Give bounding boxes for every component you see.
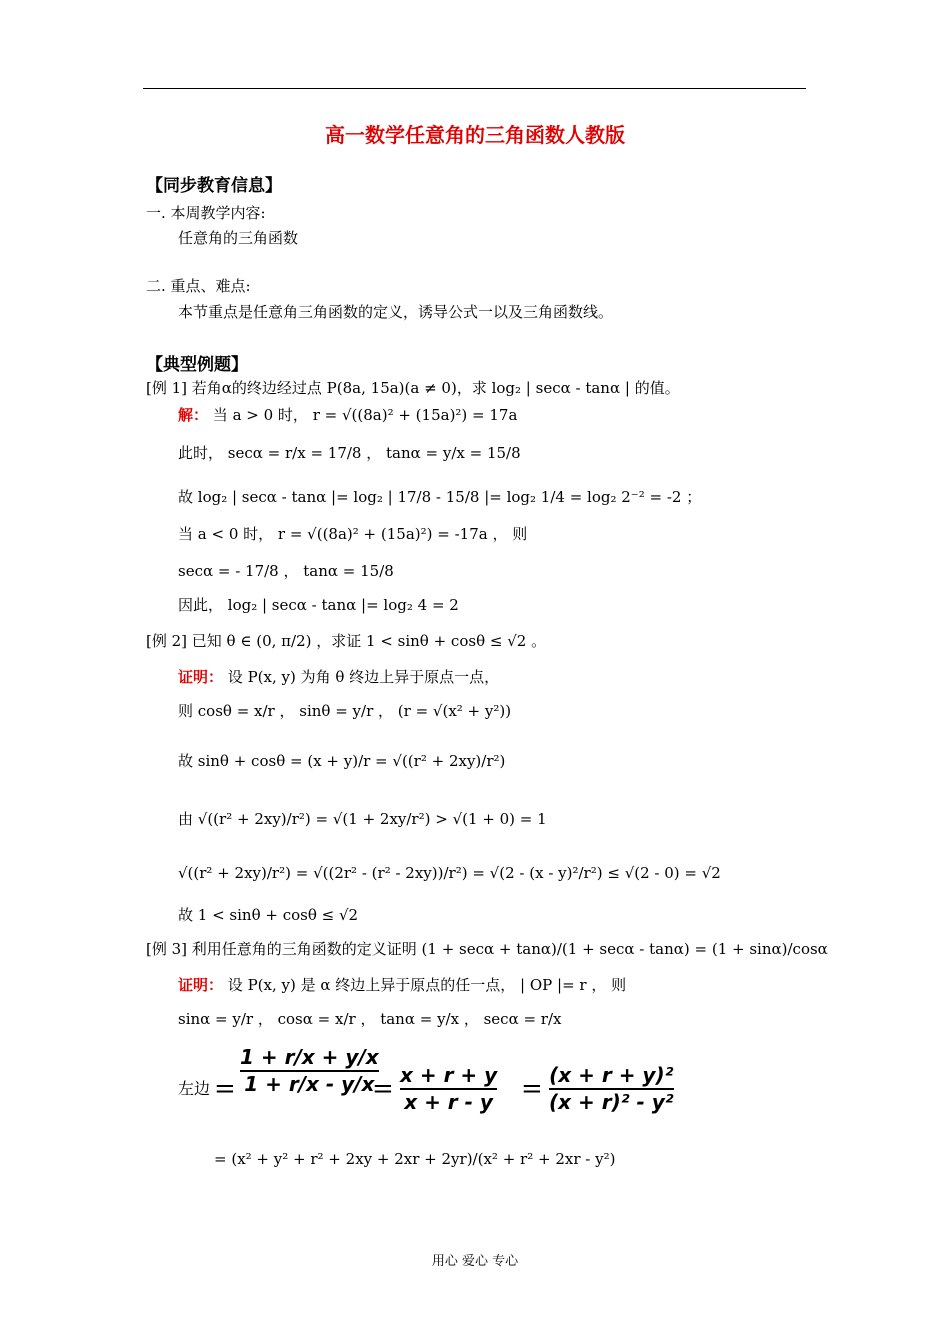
example-2-line-3: 故 sinθ + cosθ = (x + y)/r = √((r² + 2xy)/r²) — [178, 752, 506, 770]
example-1-line-6: 因此， log₂ | secα - tanα |= log₂ 4 = 2 — [178, 596, 459, 614]
section-heading-examples: 【典型例题】 — [146, 355, 248, 375]
example-2-line-4: 由 √((r² + 2xy)/r²) = √(1 + 2xy/r²) > √(1 + 0) = 1 — [178, 810, 547, 828]
example-1-line-2b: r/x = 17/8 ， tanα = y/x = 15/8 — [285, 444, 521, 462]
proof-label: 证明： — [178, 668, 224, 686]
example-3-line-2: sinα = y/r ， cosα = x/r ， tanα = y/x ， secα = r/x — [178, 1010, 562, 1028]
example-3-line-4: = (x² + y² + r² + 2xy + 2xr + 2yr)/(x² + r² + 2xr - y²) — [214, 1150, 616, 1168]
fraction-numerator: x + r + y — [400, 1063, 498, 1087]
example-3-question: [例 3] 利用任意角的三角函数的定义证明 (1 + secα + tanα)/(1 + secα - tanα) = (1 + sinα)/cosα — [146, 940, 828, 958]
example-1-solution — [178, 408, 517, 423]
example-1-line-5: secα = - 17/8 ， tanα = 15/8 — [178, 562, 394, 580]
header-rule — [143, 88, 806, 89]
example-1-question: [例 1] 若角α的终边经过点 P(8a, 15a)(a ≠ 0)，求 log₂ | secα - tanα | 的值。 — [146, 379, 680, 397]
example-3-proof — [178, 978, 626, 993]
proof-label: 证明： — [178, 976, 224, 994]
example-2-proof — [178, 670, 499, 685]
example-1-line-2a: 此时， secα = — [178, 444, 281, 462]
page-title: 高一数学任意角的三角函数人教版 — [325, 123, 625, 147]
info-line-4: 本节重点是任意角三角函数的定义，诱导公式一以及三角函数线。 — [178, 303, 614, 321]
left-side-fraction — [240, 1045, 379, 1097]
example-2-line-6: 故 1 < sinθ + cosθ ≤ √2 — [178, 906, 359, 924]
example-2-line-1: 设 P(x, y) 为角 θ 终边上异于原点一点， — [227, 668, 500, 686]
fraction-denominator: x + r - y — [404, 1090, 493, 1114]
equals-sign-2: = — [372, 1074, 394, 1104]
equals-sign-3: = — [521, 1074, 543, 1104]
solution-label: 解： — [178, 406, 209, 424]
example-2-line-5: √((r² + 2xy)/r²) = √((2r² - (r² - 2xy))/r²) = √(2 - (x - y)²/r²) ≤ √(2 - 0) = √2 — [178, 864, 721, 882]
example-3-line-1: 设 P(x, y) 是 α 终边上异于原点的任一点， | OP |= r ， 则 — [227, 976, 627, 994]
fraction-denominator: 1 + r/x - y/x — [244, 1072, 375, 1096]
fraction-numerator: (x + r + y)² — [549, 1063, 674, 1087]
example-1-line-2 — [178, 446, 521, 461]
example-1-line-1: 当 a > 0 时， r = √((8a)² + (15a)²) = 17a — [212, 406, 518, 424]
left-side-label: 左边 — [178, 1079, 211, 1098]
simplified-fraction — [400, 1063, 497, 1115]
info-line-2: 任意角的三角函数 — [178, 229, 299, 247]
page-footer: 用心 爱心 专心 — [431, 1254, 519, 1269]
info-line-1: 一. 本周教学内容: — [146, 204, 266, 222]
squared-fraction — [549, 1063, 674, 1115]
fraction-numerator: 1 + r/x + y/x — [240, 1045, 379, 1069]
example-2-line-2: 则 cosθ = x/r ， sinθ = y/r ， (r = √(x² + y²)) — [178, 702, 512, 720]
equals-sign-1: = — [214, 1074, 236, 1104]
example-2-question: [例 2] 已知 θ ∈ (0, π/2) ，求证 1 < sinθ + cosθ ≤ √2 。 — [146, 632, 547, 650]
section-heading-info: 【同步教育信息】 — [146, 176, 282, 196]
example-1-line-4: 当 a < 0 时， r = √((8a)² + (15a)²) = -17a ， 则 — [178, 525, 528, 543]
fraction-denominator: (x + r)² - y² — [549, 1090, 674, 1114]
info-line-3: 二. 重点、难点: — [146, 277, 251, 295]
example-1-line-3: 故 log₂ | secα - tanα |= log₂ | 17/8 - 15/8 |= log₂ 1/4 = log₂ 2⁻² = -2 ； — [178, 488, 702, 506]
